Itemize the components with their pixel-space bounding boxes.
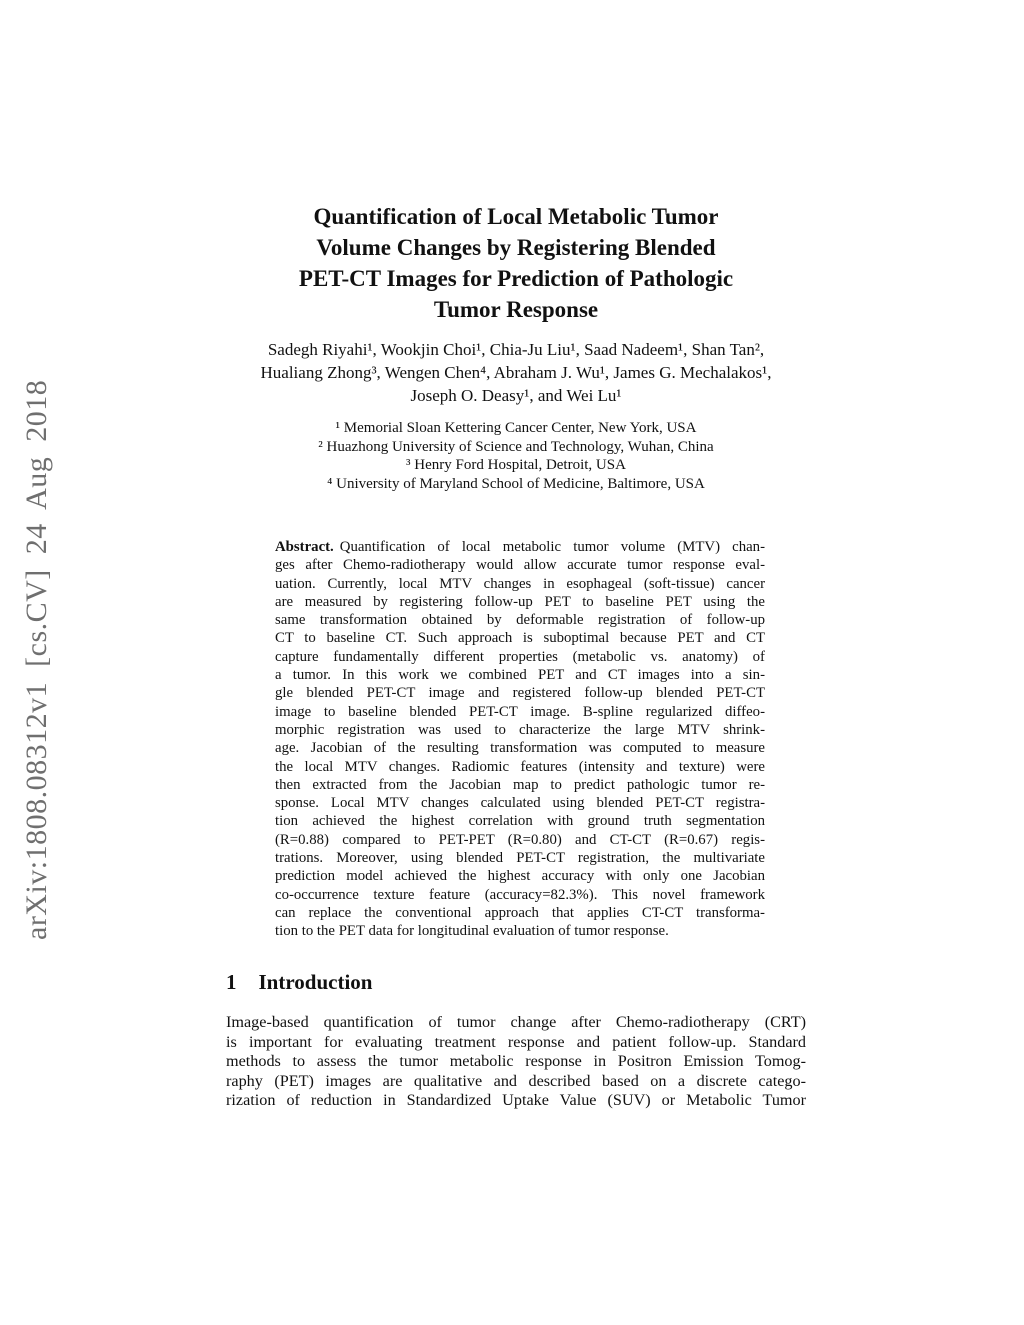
text-line: Sadegh Riyahi¹, Wookjin Choi¹, Chia-Ju Liu¹, Saad Nadeem¹, Shan Tan², [267,340,765,359]
section-title: Introduction [258,970,373,994]
text-line: the local MTV changes. Radiomic features (intensity and texture) were [275,758,765,775]
text-line: gle blended PET-CT image and registered follow-up blended PET-CT [275,685,765,702]
text-line: co-occurrence texture feature (accuracy=82.3%). This novel framework [275,886,765,903]
text-line: a tumor. In this work we combined PET and CT images into a sin- [275,667,765,684]
text-line: ³ Henry Ford Hospital, Detroit, USA [406,457,626,473]
text-line: ⁴ University of Maryland School of Medicine, Baltimore, USA [327,475,705,492]
text-line: can replace the conventional approach that applies CT-CT transforma- [275,904,765,921]
abstract [275,538,765,941]
author-list [226,338,806,407]
text-line: Quantification of Local Metabolic Tumor [313,204,719,230]
text-line: rization of reduction in Standardized Uptake Value (SUV) or Metabolic Tumor [226,1091,806,1110]
intro-paragraph [226,1013,806,1111]
paper-title [226,201,806,325]
text-line: Joseph O. Deasy¹, and Wei Lu¹ [410,386,622,405]
text-line: tion achieved the highest correlation with ground truth segmentation [275,813,765,830]
abstract-first-line [275,538,765,556]
text-line: Image-based quantification of tumor change after Chemo-radiotherapy (CRT) [226,1013,806,1031]
text-line: PET-CT Images for Prediction of Pathologic [298,266,734,292]
section-heading [226,970,806,995]
text-line: ¹ Memorial Sloan Kettering Cancer Center, New York, USA [335,420,697,436]
abstract-body [275,556,765,940]
text-line: are measured by registering follow-up PET to baseline PET using the [275,593,765,610]
text-line: sponse. Local MTV changes calculated using blended PET-CT registra- [275,795,765,812]
text-line: morphic registration was used to characterize the large MTV shrink- [275,721,765,738]
abstract-label: Abstract. [275,539,334,555]
text-line: age. Jacobian of the resulting transformation was computed to measure [275,740,765,757]
text-line: then extracted from the Jacobian map to predict pathologic tumor re- [275,776,765,793]
text-line: trations. Moreover, using blended PET-CT registration, the multivariate [275,850,765,867]
text-line: Volume Changes by Registering Blended [316,235,716,261]
text-line: (R=0.88) compared to PET-PET (R=0.80) and CT-CT (R=0.67) regis- [275,831,765,848]
text-line: ² Huazhong University of Science and Technology, Wuhan, China [318,438,714,455]
text-line: CT to baseline CT. Such approach is suboptimal because PET and CT [275,630,765,647]
text-line: uation. Currently, local MTV changes in esophageal (soft-tissue) cancer [275,575,765,592]
text-line: Tumor Response [433,297,599,323]
text-line: methods to assess the tumor metabolic response in Positron Emission Tomog- [226,1052,806,1071]
text-line: capture fundamentally different properties (metabolic vs. anatomy) of [275,648,765,665]
text-line: same transformation obtained by deformable registration of follow-up [275,612,765,629]
text-line: is important for evaluating treatment response and patient follow-up. Standard [226,1032,806,1051]
abstract-first-line-text: Quantification of local metabolic tumor volume (MTV) chan- [339,539,765,555]
text-line: Hualiang Zhong³, Wengen Chen⁴, Abraham J. Wu¹, James G. Mechalakos¹, [260,363,772,382]
section-number: 1 [226,970,237,994]
text-line: image to baseline blended PET-CT image. B-spline regularized diffeo- [275,703,765,720]
text-line: ges after Chemo-radiotherapy would allow accurate tumor response eval- [275,557,765,574]
arxiv-watermark: arXiv:1808.08312v1 [cs.CV] 24 Aug 2018 [20,379,53,940]
text-line: tion to the PET data for longitudinal evaluation of tumor response. [275,923,669,940]
text-line: raphy (PET) images are qualitative and described based on a discrete catego- [226,1071,806,1090]
text-line: prediction model achieved the highest accuracy with only one Jacobian [275,868,765,885]
affiliation-list [226,419,806,493]
